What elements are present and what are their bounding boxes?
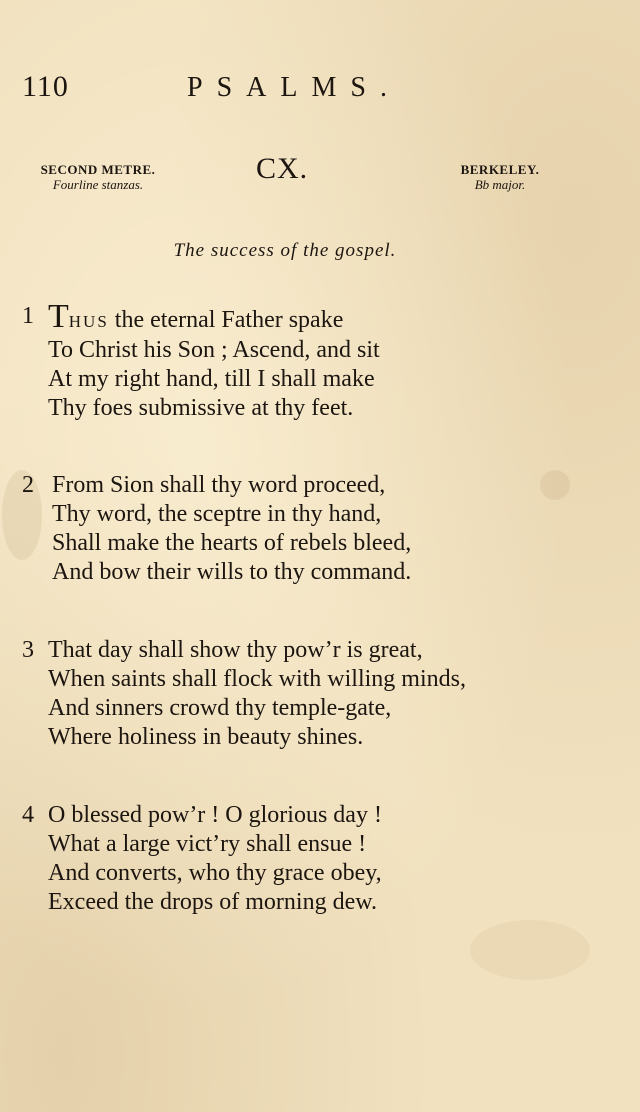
metre-info xyxy=(18,162,178,192)
verse-line: To Christ his Son ; Ascend, and sit xyxy=(48,337,380,363)
stanza-form: Fourline stanzas. xyxy=(52,177,144,192)
stanza-lines xyxy=(52,471,582,587)
small-caps-word: HUS xyxy=(68,312,109,331)
verse-line xyxy=(48,298,578,336)
page-header xyxy=(22,70,622,110)
metre-label: SECOND METRE. xyxy=(40,162,156,177)
verse-line-text: the eternal Father spake xyxy=(108,307,344,333)
tune-key: Bb major. xyxy=(474,177,526,192)
verse-line: Where holiness in beauty shines. xyxy=(48,724,364,750)
verse-line: That day shall show thy pow’r is great, xyxy=(48,637,423,663)
tune-info xyxy=(440,162,560,192)
verse-line: Thy word, the sceptre in thy hand, xyxy=(52,501,382,527)
verse-line: At my right hand, till I shall make xyxy=(48,366,375,392)
stanza-number: 1 xyxy=(22,303,34,329)
paper-stain xyxy=(470,920,590,980)
verse-line: And sinners crowd thy temple-gate, xyxy=(48,695,392,721)
verse-line: Thy foes submissive at thy feet. xyxy=(48,395,354,421)
verse-line: Shall make the hearts of rebels bleed, xyxy=(52,530,412,556)
verse-line: When saints shall flock with willing minds, xyxy=(48,666,466,692)
stanza-number: 4 xyxy=(22,802,34,828)
psalm-subtitle: The success of the gospel. xyxy=(173,240,397,261)
stanza-lines xyxy=(48,801,578,917)
verse-line: And bow their wills to thy command. xyxy=(52,559,412,585)
stanza-lines xyxy=(48,636,578,752)
running-head: PSALMS. xyxy=(187,72,401,103)
verse-line: O blessed pow’r ! O glorious day ! xyxy=(48,802,382,828)
psalm-number: CX. xyxy=(256,152,309,185)
stanza-number: 3 xyxy=(22,637,34,663)
page-number: 110 xyxy=(22,70,69,103)
verse-line: And converts, who thy grace obey, xyxy=(48,860,382,886)
stanza-lines xyxy=(48,298,578,423)
verse-line: From Sion shall thy word proceed, xyxy=(52,472,386,498)
stanza-number: 2 xyxy=(22,472,34,498)
verse-line: Exceed the drops of morning dew. xyxy=(48,889,378,915)
verse-line: What a large vict’ry shall ensue ! xyxy=(48,831,367,857)
drop-capital: T xyxy=(48,298,69,335)
tune-name: BERKELEY. xyxy=(460,162,540,177)
